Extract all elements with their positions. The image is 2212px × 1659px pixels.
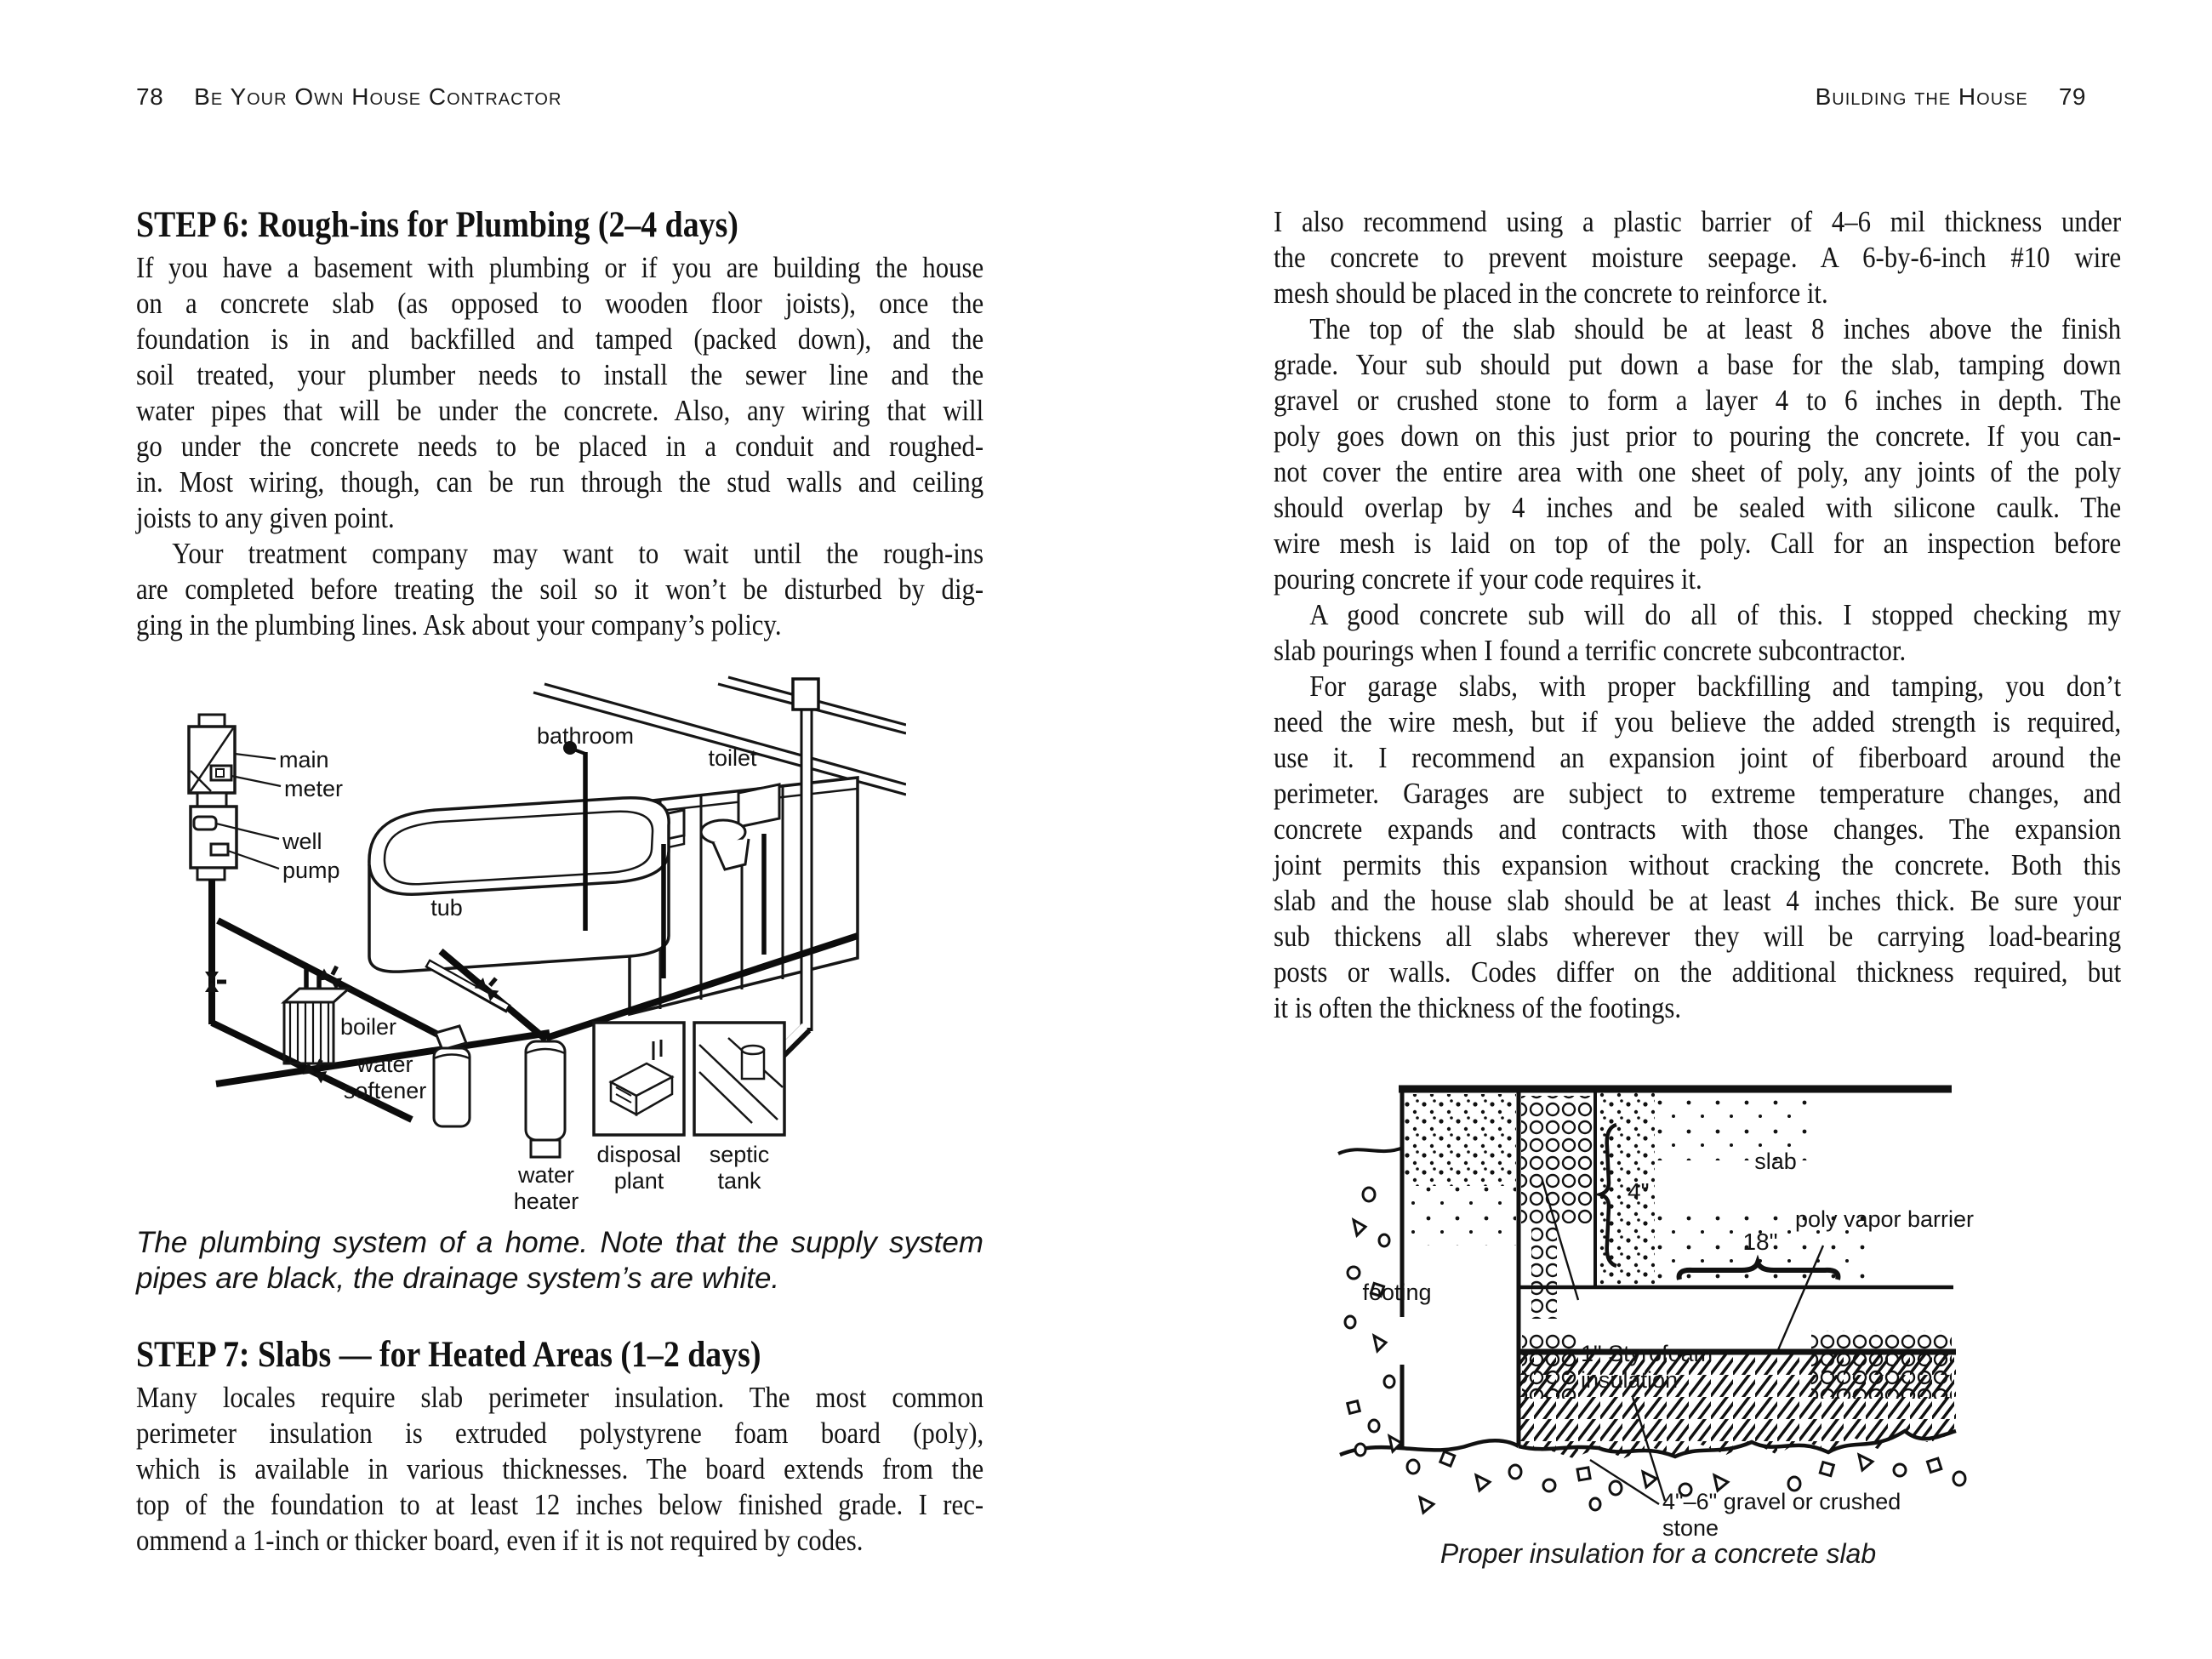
- label-disposal-plant: disposal plant: [596, 1142, 681, 1194]
- text-line: Your treatment company may want to wait until the rough-ins: [172, 537, 984, 570]
- water-heater-tank: [526, 1041, 565, 1157]
- text-line: pouring concrete if your code requires it.: [1274, 562, 1702, 596]
- step7-heading: STEP 7: Slabs — for Heated Areas (1–2 days): [136, 1335, 761, 1375]
- foundation-concrete-stipple: [1405, 1094, 1516, 1186]
- running-head-title-left: Be Your Own House Contractor: [194, 83, 562, 110]
- bathtub: [369, 798, 669, 972]
- label-styrofoam-insulation: 1" Styrofoam insulation: [1581, 1341, 1713, 1393]
- well-and-meter-stack: [189, 715, 237, 880]
- label-boiler: boiler: [340, 1014, 397, 1040]
- water-softener-tank: [434, 1026, 470, 1126]
- text-line: gravel or crushed stone to form a layer 4 to 6 inches in depth. The: [1274, 384, 2122, 417]
- text-line: it is often the thickness of the footings.: [1274, 991, 1682, 1024]
- slab-insulation-figure: [1335, 1065, 1981, 1541]
- text-line: soil treated, your plumber needs to install the sewer line and the: [136, 358, 984, 391]
- plumbing-figure: [187, 676, 906, 1213]
- label-water-heater: water heater: [513, 1162, 579, 1214]
- text-line: top of the foundation to at least 12 inches below finished grade. I rec-: [136, 1488, 984, 1521]
- pump-device: [211, 844, 228, 855]
- text-line: need the wire mesh, but if you believe the added strength is required,: [1274, 705, 2122, 738]
- page-right: [1274, 204, 2122, 1570]
- right-paragraph-4: [1274, 669, 2121, 1026]
- step7-paragraph-1: [136, 1380, 983, 1559]
- text-line: For garage slabs, with proper backfilling and tamping, you don’t: [1309, 670, 2122, 703]
- label-toilet: toilet: [708, 745, 757, 771]
- boiler-unit: [284, 989, 349, 1063]
- text-line: A good concrete sub will do all of this. I stopped checking my: [1309, 598, 2122, 631]
- text-line: joists to any given point.: [136, 501, 395, 534]
- plumbing-figure-caption: [136, 1225, 983, 1297]
- text-line: wire mesh is laid on top of the poly. Call for an inspection before: [1274, 527, 2122, 560]
- label-water-softener: water softener: [343, 1052, 427, 1103]
- page-left: [136, 204, 983, 1559]
- right-paragraph-1: [1274, 204, 2121, 311]
- foundation-stipple-sparse: [1405, 1186, 1516, 1246]
- text-line: Many locales require slab perimeter insulation. The most common: [136, 1381, 984, 1414]
- text-line: If you have a basement with plumbing or if you are building the house: [136, 251, 984, 284]
- label-meter: meter: [284, 776, 344, 801]
- text-line: are completed before treating the soil so it won’t be disturbed by dig-: [136, 573, 984, 606]
- text-line: use it. I recommend an expansion joint of fiberboard around the: [1274, 741, 2122, 774]
- step6-paragraph-1: [136, 250, 983, 536]
- text-line: should overlap by 4 inches and be sealed with silicone caulk. The: [1274, 491, 2122, 524]
- label-poly-vapor-barrier: poly vapor barrier: [1794, 1206, 1975, 1232]
- text-line: The top of the slab should be at least 8 inches above the finish: [1309, 312, 2122, 345]
- label-slab: slab: [1754, 1149, 1797, 1174]
- text-line: pipes are black, the drainage system’s are white.: [136, 1262, 780, 1295]
- text-line: perimeter insulation is extruded polystyrene foam board (poly),: [136, 1417, 984, 1450]
- text-line: on a concrete slab (as opposed to wooden floor joists), once the: [136, 287, 984, 320]
- text-line: I also recommend using a plastic barrier of 4–6 mil thickness under: [1274, 205, 2122, 238]
- label-18-inches: 18": [1742, 1229, 1778, 1255]
- text-line: mesh should be placed in the concrete to reinforce it.: [1274, 276, 1828, 310]
- text-line: posts or walls. Codes differ on the additional thickness required, but: [1274, 955, 2122, 989]
- running-head-title-right: Building the House: [1815, 83, 2028, 110]
- text-line: slab and the house slab should be at least 4 inches thick. Be sure your: [1274, 884, 2122, 917]
- right-paragraph-3: [1274, 597, 2121, 669]
- well-tank: [194, 817, 216, 830]
- styrofoam-strip-bubbles-lower: [1531, 1223, 1557, 1319]
- text-line: slab pourings when I found a terrific concrete subcontractor.: [1274, 634, 1907, 667]
- label-tub: tub: [430, 895, 463, 921]
- right-paragraph-2: [1274, 311, 2121, 597]
- page-number-left: 78: [136, 83, 164, 110]
- disposal-plant-box: [594, 1023, 684, 1135]
- label-footing: footing: [1362, 1280, 1432, 1305]
- step6-paragraph-2: [136, 536, 983, 643]
- text-line: sub thickens all slabs wherever they will be carrying load-bearing: [1274, 920, 2122, 953]
- text-line: ommend a 1-inch or thicker board, even if it is not required by codes.: [136, 1524, 864, 1557]
- running-head-right: [1816, 83, 2086, 111]
- text-line: water pipes that will be under the concrete. Also, any wiring that will: [136, 394, 984, 427]
- label-main: main: [279, 747, 329, 772]
- label-bathroom: bathroom: [536, 723, 635, 749]
- text-line: not cover the entire area with one sheet of poly, any joints of the poly: [1274, 455, 2122, 488]
- label-well: well: [282, 829, 322, 854]
- text-line: concrete expands and contracts with those changes. The expansion: [1274, 812, 2122, 846]
- text-line: in. Most wiring, though, can be run through the stud walls and ceiling: [136, 465, 984, 499]
- running-head-left: [136, 83, 562, 111]
- text-line: the concrete to prevent moisture seepage. A 6-by-6-inch #10 wire: [1274, 241, 2122, 274]
- text-line: joint permits this expansion without cracking the concrete. Both this: [1274, 848, 2122, 881]
- label-gravel: 4"–6" gravel or crushed stone: [1662, 1489, 1901, 1541]
- page-number-right: 79: [2058, 83, 2086, 110]
- text-line: ging in the plumbing lines. Ask about your company’s policy.: [136, 608, 782, 641]
- text-line: The plumbing system of a home. Note that the supply system: [136, 1226, 983, 1259]
- step6-heading: STEP 6: Rough-ins for Plumbing (2–4 days): [136, 205, 738, 245]
- styrofoam-strip-bubbles: [1521, 1096, 1593, 1223]
- text-line: which is available in various thicknesses. The board extends from the: [136, 1452, 984, 1485]
- text-line: foundation is in and backfilled and tamped (packed down), and the: [136, 322, 984, 356]
- text-line: perimeter. Garages are subject to extreme temperature changes, and: [1274, 777, 2122, 810]
- septic-tank-box: [694, 1023, 784, 1135]
- label-pump: pump: [282, 858, 340, 883]
- text-line: go under the concrete needs to be placed in a conduit and roughed-: [136, 430, 984, 463]
- slab-figure-caption: Proper insulation for a concrete slab: [1440, 1538, 1877, 1569]
- text-line: grade. Your sub should put down a base for the slab, tamping down: [1274, 348, 2122, 381]
- label-4-inches: 4": [1628, 1178, 1650, 1205]
- text-line: poly goes down on this just prior to pouring the concrete. If you can-: [1274, 419, 2122, 453]
- label-septic-tank: septic tank: [709, 1142, 770, 1194]
